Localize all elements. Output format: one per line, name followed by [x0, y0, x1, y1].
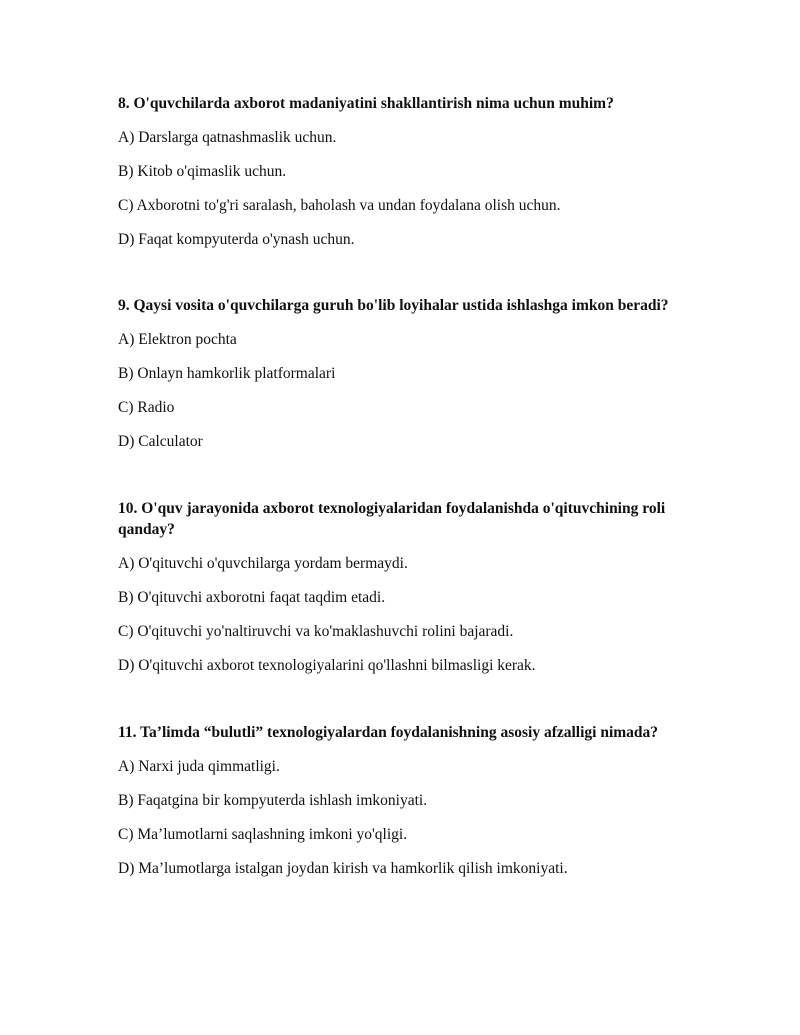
option-c: C) Radio — [118, 399, 175, 416]
question-10 — [118, 498, 686, 674]
option-a: A) Elektron pochta — [118, 331, 237, 348]
option-b: B) Faqatgina bir kompyuterda ishlash imkoniyati. — [118, 792, 428, 809]
question-9 — [118, 295, 686, 450]
option-b: B) Kitob o'qimaslik uchun. — [118, 163, 287, 180]
question-8 — [118, 93, 686, 248]
option-c: C) Ma’lumotlarni saqlashning imkoni yo'qligi. — [118, 826, 408, 843]
option-c: C) O'qituvchi yo'naltiruvchi va ko'maklashuvchi rolini bajaradi. — [118, 623, 514, 640]
question-title: 10. O'quv jarayonida axborot texnologiyalaridan foydalanishda o'qituvchining roli qanday? — [118, 500, 666, 538]
option-b: B) O'qituvchi axborotni faqat taqdim etadi. — [118, 589, 386, 606]
question-11 — [118, 722, 686, 877]
option-b: B) Onlayn hamkorlik platformalari — [118, 365, 336, 382]
option-d: D) O'qituvchi axborot texnologiyalarini qo'llashni bilmasligi kerak. — [118, 657, 536, 674]
question-title: 9. Qaysi vosita o'quvchilarga guruh bo'lib loyihalar ustida ishlashga imkon beradi? — [118, 297, 669, 314]
option-d: D) Faqat kompyuterda o'ynash uchun. — [118, 231, 355, 248]
option-a: A) O'qituvchi o'quvchilarga yordam bermaydi. — [118, 555, 408, 572]
option-d: D) Calculator — [118, 433, 203, 450]
option-a: A) Narxi juda qimmatligi. — [118, 758, 280, 775]
option-d: D) Ma’lumotlarga istalgan joydan kirish va hamkorlik qilish imkoniyati. — [118, 860, 568, 877]
question-title: 8. O'quvchilarda axborot madaniyatini shakllantirish nima uchun muhim? — [118, 95, 614, 112]
question-title: 11. Ta’limda “bulutli” texnologiyalardan foydalanishning asosiy afzalligi nimada? — [118, 724, 659, 741]
option-c: C) Axborotni to'g'ri saralash, baholash va undan foydalana olish uchun. — [118, 197, 561, 214]
option-a: A) Darslarga qatnashmaslik uchun. — [118, 129, 337, 146]
